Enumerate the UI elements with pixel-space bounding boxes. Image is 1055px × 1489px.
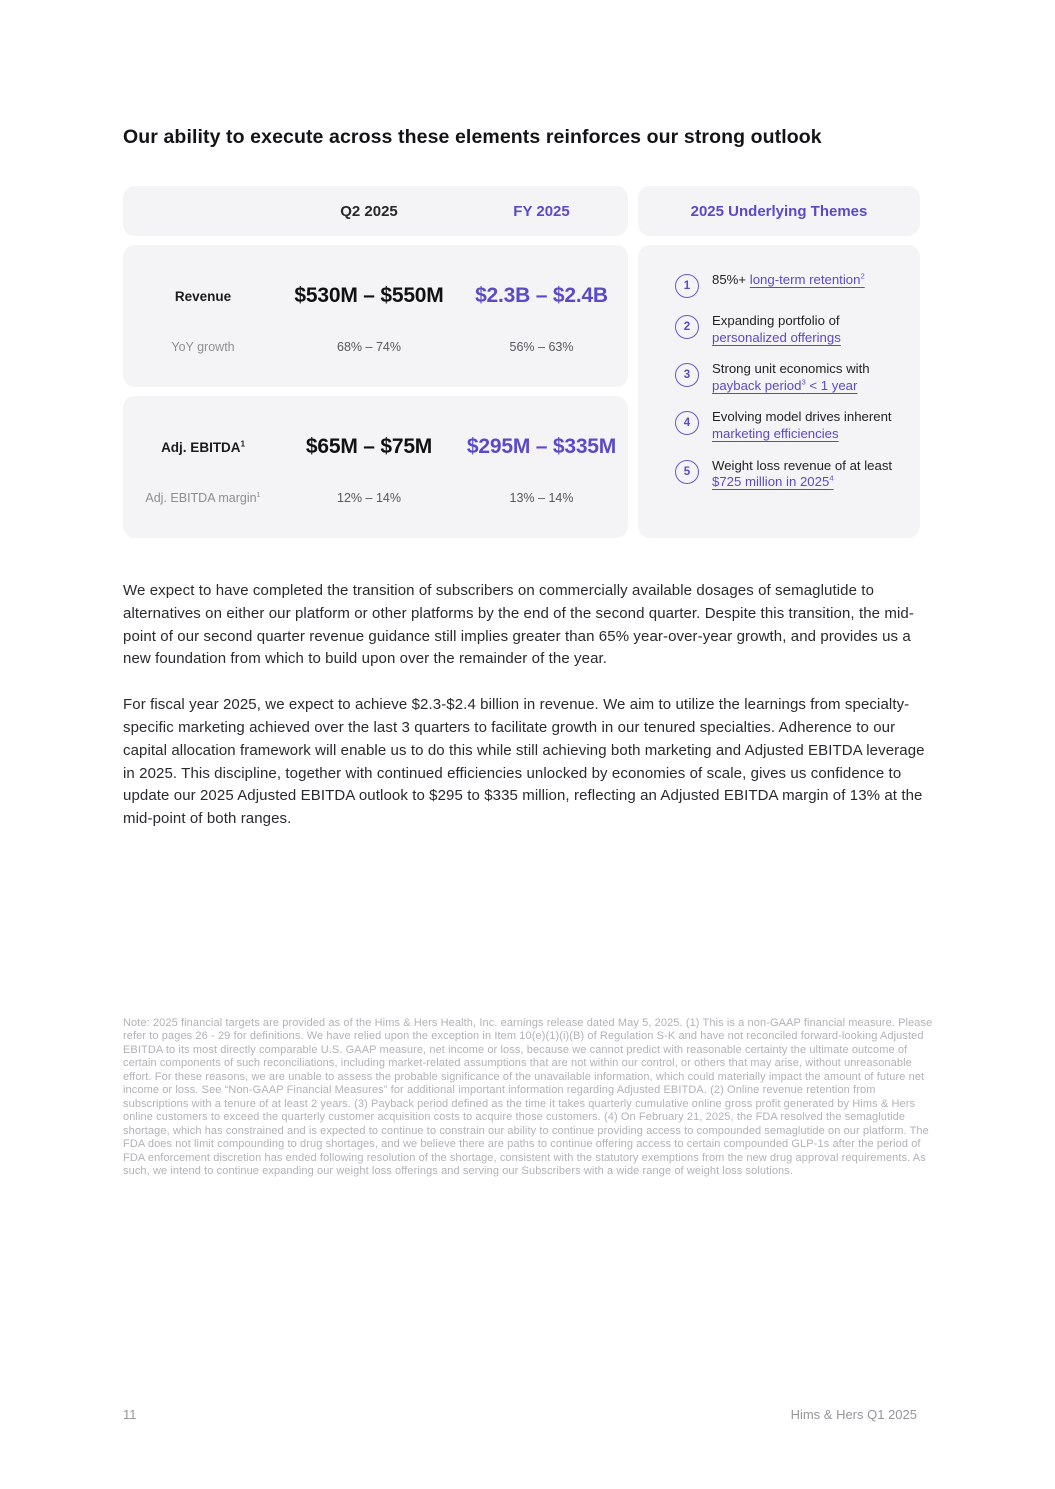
body-copy: [123, 580, 931, 831]
page-footer: [123, 1407, 917, 1422]
revenue-fy-value: $2.3B – $2.4B: [475, 284, 608, 307]
theme-item-marketing-efficiencies: [675, 409, 920, 442]
theme-item-retention: [675, 272, 920, 298]
column-header-q2-2025: Q2 2025: [340, 202, 398, 220]
revenue-label: Revenue: [174, 288, 232, 304]
ebitda-margin-q2-value: 12% – 14%: [337, 491, 401, 505]
paragraph-fy2025-outlook: For fiscal year 2025, we expect to achieve $2.3-$2.4 billion in revenue. We aim to utilize the learnings from specialty-specific marketing achieved over the last 3 quarters to facilitate growth in our tenured specialties. Adherence to our capital allocation framework will enable us to do this while still achieving both marketing and Adjusted EBITDA leverage in 2025. This discipline, together with continued efficiencies unlocked by economies of scale, gives us confidence to update our 2025 Adjusted EBITDA outlook to $295 to $335 million, reflecting an Adjusted EBITDA margin of 13% at the mid-point of both ranges.: [123, 696, 925, 828]
footnote-marker: 1: [240, 439, 245, 448]
themes-header: 2025 Underlying Themes: [638, 186, 920, 236]
footnote-marker: 1: [256, 489, 261, 499]
revenue-q2-value: $530M – $550M: [294, 284, 444, 307]
yoy-growth-fy-value: 56% – 63%: [509, 340, 574, 354]
theme-number-badge: 4: [675, 411, 699, 435]
page-number: 11: [123, 1407, 137, 1422]
theme-text: Evolving model drives inherent marketing efficiencies: [712, 409, 892, 441]
ebitda-card: [123, 396, 628, 538]
themes-list: [638, 245, 920, 538]
theme-text: Strong unit economics with payback period$^3$ < 1 year: [712, 361, 870, 393]
ebitda-margin-label: Adj. EBITDA margin$^1$: [145, 489, 261, 505]
yoy-growth-q2-value: 68% – 74%: [337, 340, 401, 354]
marketing-efficiencies-link[interactable]: marketing efficiencies: [712, 425, 839, 441]
retention-link[interactable]: long-term retention$^2$: [749, 271, 865, 287]
guidance-header-row: [123, 186, 628, 236]
theme-number-badge: 1: [675, 274, 699, 298]
guidance-table: [123, 186, 628, 538]
footnote-text: Note: 2025 financial targets are provided as of the Hims & Hers Health, Inc. earnings release dated May 5, 2025. (1) This is a non-GAAP financial measure. Please refer to pages 26 - 29 for definitions. We have relied upon the exception in Item 10(e)(1)(i)(B) of Regulation S-K and have not reconciled forward-looking Adjusted EBITDA to its most directly comparable U.S. GAAP measure, net income or loss, because we cannot predict with reasonable certainty the ultimate outcome of certain components of such reconciliations, including market-related assumptions that are not within our control, or others that may arise, without unreasonable effort. For these reasons, we are unable to assess the probable significance of the unavailable information, which could materially impact the amount of future net income or loss. See “Non-GAAP Financial Measures” for additional important information regarding Adjusted EBITDA. (2) Online revenue retention from subscriptions with a tenure of at least 2 years. (3) Payback period defined as the time it takes quarterly cumulative online gross profit generated by Hims & Hers online customers to exceed the quarterly customer acquisition costs to acquire those customers. (4) On February 21, 2025, the FDA resolved the semaglutide shortage, which has constrained and is expected to continue to constrain our ability to continue providing access to compounded semaglutide on our platform. The FDA does not limit compounding to drug shortages, and we believe there are paths to continue offering access to certain compounded GLP-1s after the period of FDA enforcement discretion has ended following resolution of the shortage, consistent with the statutory exemptions from the new drug approval requirements. As such, we intend to continue expanding our weight loss offerings and serving our Subscribers with a wide range of weight loss solutions.: [123, 1016, 933, 1178]
yoy-growth-label: YoY growth: [171, 340, 235, 354]
theme-item-weight-loss-revenue: [675, 458, 920, 491]
personalized-offerings-link[interactable]: personalized offerings: [712, 329, 841, 345]
guidance-section: [123, 186, 933, 538]
revenue-card: [123, 245, 628, 387]
page: [0, 124, 1055, 1179]
weight-loss-revenue-link[interactable]: $725 million in 2025$^4$: [712, 473, 834, 490]
ebitda-fy-value: $295M – $335M: [466, 435, 617, 458]
ebitda-q2-value: $65M – $75M: [305, 435, 433, 458]
theme-number-badge: 2: [675, 315, 699, 339]
theme-number-badge: 3: [675, 363, 699, 387]
ebitda-margin-fy-value: 13% – 14%: [509, 491, 574, 505]
page-title: Our ability to execute across these elements reinforces our strong outlook: [123, 126, 822, 148]
themes-panel: [638, 186, 920, 538]
theme-item-personalized-offerings: [675, 313, 920, 346]
footer-brand: Hims & Hers Q1 2025: [790, 1407, 917, 1422]
column-header-fy-2025: FY 2025: [513, 202, 570, 220]
theme-text: Expanding portfolio of personalized offerings: [712, 313, 841, 345]
ebitda-label: Adj. EBITDA$^1$: [161, 439, 245, 455]
payback-period-link[interactable]: payback period$^3$ < 1 year: [712, 377, 858, 393]
paragraph-transition: We expect to have completed the transition of subscribers on commercially available dosages of semaglutide to alternatives on either our platform or other platforms by the end of the second quarter. Despite this transition, the mid-point of our second quarter revenue guidance still implies greater than 65% year-over-year growth, and provides us a new foundation from which to build upon over the remainder of the year.: [123, 582, 914, 668]
theme-number-badge: 5: [675, 460, 699, 484]
theme-text: 85%+ long-term retention$^2$: [712, 271, 865, 287]
theme-text: Weight loss revenue of at least $725 million in 2025$^4$: [712, 457, 893, 490]
theme-item-unit-economics: [675, 361, 920, 394]
